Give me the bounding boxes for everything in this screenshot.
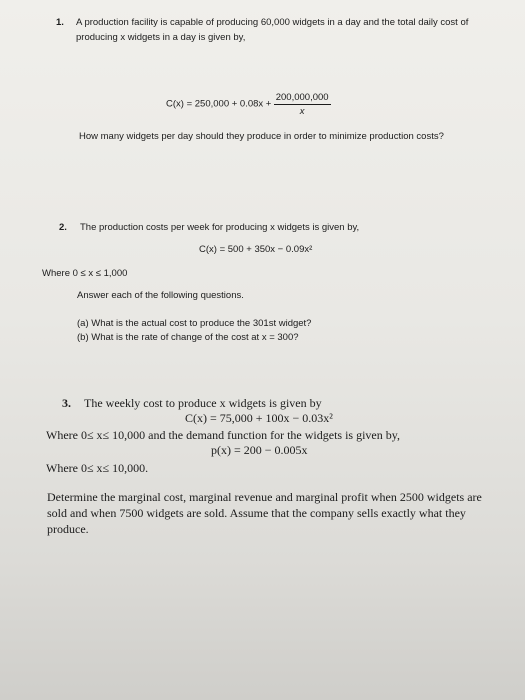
problem-3-demand-equation: p(x) = 200 − 0.005x (211, 443, 308, 457)
problem-1-fraction-denominator: x (299, 106, 305, 117)
problem-2-line1: The production costs per week for producing x widgets is given by, (80, 222, 360, 233)
problem-2-instruction: Answer each of the following questions. (77, 290, 244, 301)
problem-1-fraction-numerator: 200,000,000 (275, 92, 329, 103)
problem-2-equation: C(x) = 500 + 350x − 0.09x² (199, 244, 313, 255)
problem-1-line1: A production facility is capable of producing 60,000 widgets in a day and the total daily cost of (76, 17, 469, 28)
problem-1-question: How many widgets per day should they produce in order to minimize production costs? (79, 131, 444, 142)
problem-1-number: 1. (56, 17, 64, 28)
problem-3-number: 3. (62, 396, 71, 410)
problem-2-domain: Where 0 ≤ x ≤ 1,000 (42, 268, 128, 279)
problem-2-part-a: (a) What is the actual cost to produce the 301st widget? (77, 318, 312, 329)
problem-1-equation (166, 92, 331, 117)
problem-3-line1: The weekly cost to produce x widgets is given by (84, 396, 322, 410)
problem-3-cost-equation: C(x) = 75,000 + 100x − 0.03x² (185, 411, 333, 425)
problem-3-line2: Where 0≤ x≤ 10,000 and the demand function for the widgets is given by, (46, 428, 400, 442)
problem-3-question: Determine the marginal cost, marginal revenue and marginal profit when 2500 widgets are sold and when 7500 widgets are sold. Assume that the company sells exactly what they produce. (47, 490, 482, 536)
problem-2-part-b: (b) What is the rate of change of the cost at x = 300? (77, 332, 299, 343)
problem-1-line2: producing x widgets in a day is given by, (76, 32, 246, 43)
problem-3-domain: Where 0≤ x≤ 10,000. (46, 461, 149, 475)
problem-1-equation-lhs: C(x) = 250,000 + 0.08x + (166, 98, 272, 110)
problem-2-number: 2. (59, 222, 67, 233)
problem-1-fraction (274, 92, 331, 117)
